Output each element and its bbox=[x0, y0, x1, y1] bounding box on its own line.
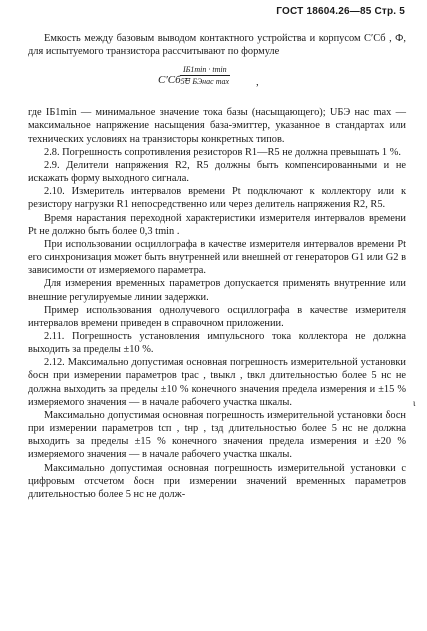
formula-denominator: 5U БЭнас max bbox=[180, 77, 230, 87]
paragraph-example: Пример использования однолучевого осциллографа в качестве измерителя интервалов времени приведен в справочном приложении. bbox=[28, 304, 406, 329]
formula-fraction bbox=[180, 64, 230, 87]
formula-numerator: IБ1min · tmin bbox=[180, 64, 230, 76]
paragraph-2-8: 2.8. Погрешность сопротивления резисторов R1—R5 не должна превышать 1 %. bbox=[44, 146, 401, 158]
formula bbox=[28, 58, 406, 106]
paragraph-max-error-3: Максимально допустимая основная погрешность измерительной установки с цифровым отсчетом δосн при измерении значений временных параметров длительностью более 5 нс не долж- bbox=[28, 462, 406, 500]
paragraph-where: где IБ1min — минимальное значение тока базы (насыщающего); UБЭ нас max — максимальное напряжение насыщения база-эмиттер, указанное в стандартах или технических условиях на транзисторы конкретных типов. bbox=[28, 107, 406, 145]
formula-lhs: C′Сб = bbox=[158, 74, 191, 87]
paragraph-max-error-2: Максимально допустимая основная погрешность измерительной установки δосн при измерении параметров tсп , tнр , tзд длительностью более 5 нс не должна выходить за пределы ±15 % конечного значения предела измерения и ±20 % измеряемого значения — в начале рабочего участка шкалы. bbox=[28, 409, 406, 461]
paragraph-delay-lines: Для измерения временных параметров допускается применять внутренние или внешние регулируемые линии задержки. bbox=[28, 278, 406, 303]
paragraph-2-10: 2.10. Измеритель интервалов времени Pt подключают к коллектору или к резистору нагрузки R1 непосредственно или через делитель напряжения R2, R5. bbox=[28, 186, 406, 211]
page-header: ГОСТ 18604.26—85 Стр. 5 bbox=[276, 6, 405, 17]
formula-tail: , bbox=[256, 76, 259, 89]
paragraph-intro: Емкость между базовым выводом контактного устройства и корпусом C′Сб , Ф, для испытуемого транзистора рассчитывают по формуле bbox=[28, 33, 406, 58]
body-text bbox=[28, 32, 406, 501]
paragraph-2-11: 2.11. Погрешность установления импульсного тока коллектора не должна выходить за пределы ±10 %. bbox=[28, 330, 406, 356]
paragraph-2-12: 2.12. Максимально допустимая основная погрешность измерительной установки δосн при измерении параметров tрас , tвыкл , tвкл длительностью более 5 нс не должна выходить за пределы ±10 % конечного значения предела измерения и ±15 % измеряемого значения — в начале рабочего участка шкалы. bbox=[28, 357, 406, 408]
margin-mark: ι bbox=[413, 398, 416, 408]
paragraph-2-9: 2.9. Делители напряжения R2, R5 должны быть компенсированными и не искажать форму выходного сигнала. bbox=[28, 159, 406, 185]
paragraph-rise-time: Время нарастания переходной характеристики измерителя интервалов времени Pt не должно быть более 0,3 tmin . bbox=[28, 212, 406, 237]
paragraph-oscilloscope: При использовании осциллографа в качестве измерителя интервалов времени Pt его синхронизация может быть внутренней или внешней от генераторов G1 или G2 в зависимости от измеряемого параметра. bbox=[28, 238, 406, 277]
